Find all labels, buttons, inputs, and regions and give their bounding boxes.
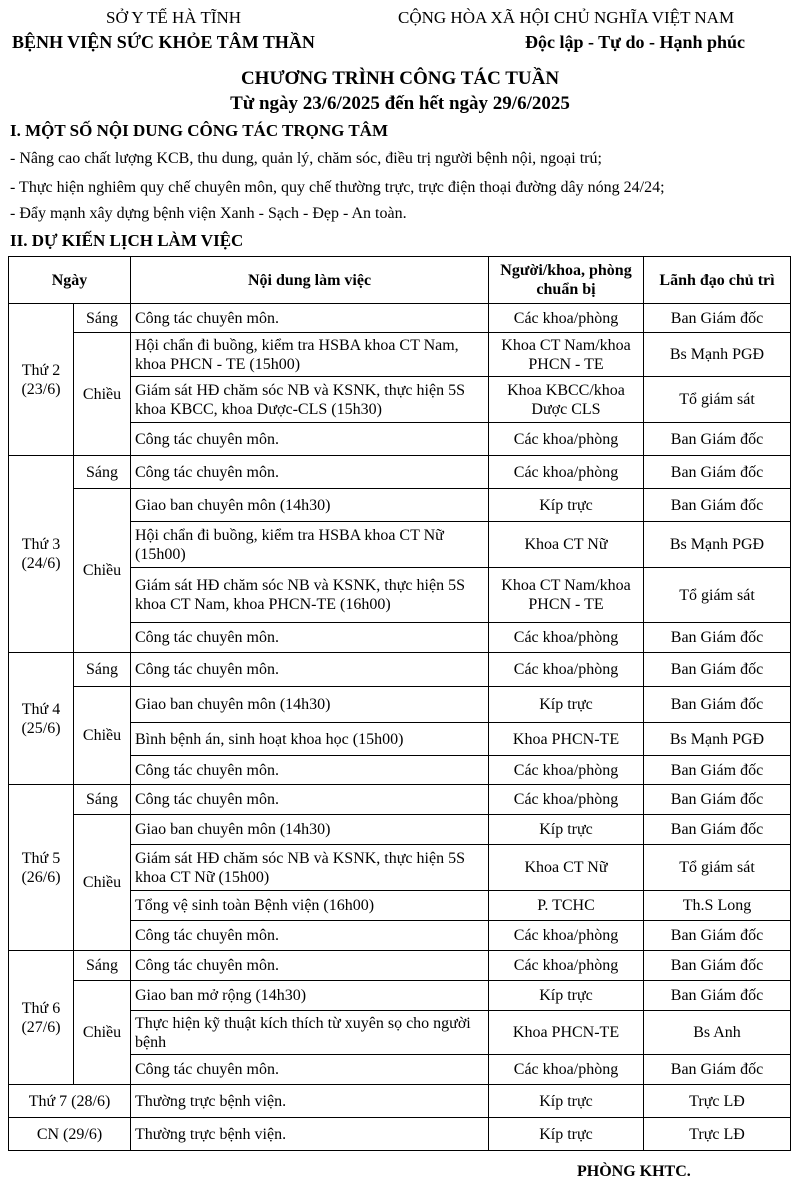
day-label: Thứ 7 (28/6) [9,1085,131,1118]
org-name: BỆNH VIỆN SỨC KHỎE TÂM THẦN [12,32,315,52]
task-lead: Ban Giám đốc [644,687,791,723]
task-prepare: Kíp trực [489,687,644,723]
task-prepare: Khoa CT Nữ [489,522,644,568]
task-content: Công tác chuyên môn. [131,623,489,653]
day-label: Thứ 6 (27/6) [9,951,74,1085]
task-content: Giao ban chuyên môn (14h30) [131,489,489,522]
signature: PHÒNG KHTC. [577,1163,691,1180]
schedule-table [8,256,791,1151]
task-prepare: Các khoa/phòng [489,653,644,687]
task-lead: Ban Giám đốc [644,815,791,845]
task-prepare: Các khoa/phòng [489,921,644,951]
task-lead: Tổ giám sát [644,568,791,623]
task-prepare: P. TCHC [489,891,644,921]
task-content: Thường trực bệnh viện. [131,1085,489,1118]
session-morning: Sáng [74,304,131,333]
session-afternoon: Chiều [74,687,131,785]
task-prepare: Khoa PHCN-TE [489,723,644,756]
task-content: Công tác chuyên môn. [131,456,489,489]
task-prepare: Khoa CT Nam/khoa PHCN - TE [489,568,644,623]
task-content: Công tác chuyên môn. [131,921,489,951]
task-prepare: Các khoa/phòng [489,756,644,785]
task-prepare: Các khoa/phòng [489,304,644,333]
task-prepare: Kíp trực [489,1118,644,1151]
day-label: Thứ 5 (26/6) [9,785,74,951]
section1-heading: I. MỘT SỐ NỘI DUNG CÔNG TÁC TRỌNG TÂM [10,121,388,140]
task-prepare: Kíp trực [489,815,644,845]
task-lead: Ban Giám đốc [644,623,791,653]
task-content: Công tác chuyên môn. [131,951,489,981]
task-lead: Trực LĐ [644,1118,791,1151]
task-prepare: Kíp trực [489,981,644,1011]
task-lead: Ban Giám đốc [644,423,791,456]
org-parent: SỞ Y TẾ HÀ TĨNH [106,8,242,27]
task-prepare: Các khoa/phòng [489,423,644,456]
task-lead: Ban Giám đốc [644,921,791,951]
task-prepare: Khoa PHCN-TE [489,1011,644,1055]
task-prepare: Các khoa/phòng [489,623,644,653]
task-lead: Ban Giám đốc [644,489,791,522]
session-afternoon: Chiều [74,489,131,653]
col-header-content: Nội dung làm việc [131,257,489,304]
session-morning: Sáng [74,785,131,815]
task-lead: Ban Giám đốc [644,756,791,785]
task-lead: Ban Giám đốc [644,981,791,1011]
task-lead: Tổ giám sát [644,377,791,423]
task-content: Công tác chuyên môn. [131,756,489,785]
task-content: Giám sát HĐ chăm sóc NB và KSNK, thực hiện 5S khoa KBCC, khoa Dược-CLS (15h30) [131,377,489,423]
task-content: Hội chẩn đi buồng, kiểm tra HSBA khoa CT Nam, khoa PHCN - TE (15h00) [131,333,489,377]
doc-subtitle: Từ ngày 23/6/2025 đến hết ngày 29/6/2025 [230,93,570,114]
task-content: Giao ban chuyên môn (14h30) [131,687,489,723]
task-lead: Th.S Long [644,891,791,921]
task-lead: Ban Giám đốc [644,456,791,489]
day-label: Thứ 2 (23/6) [9,304,74,456]
section1-item: - Đẩy mạnh xây dựng bệnh viện Xanh - Sạch - Đẹp - An toàn. [10,205,407,222]
task-content: Công tác chuyên môn. [131,785,489,815]
day-label: CN (29/6) [9,1118,131,1151]
task-lead: Ban Giám đốc [644,951,791,981]
task-content: Công tác chuyên môn. [131,1055,489,1085]
task-prepare: Các khoa/phòng [489,951,644,981]
task-content: Công tác chuyên môn. [131,423,489,456]
col-header-prepare: Người/khoa, phòng chuẩn bị [489,257,644,304]
task-prepare: Kíp trực [489,1085,644,1118]
task-content: Giao ban mở rộng (14h30) [131,981,489,1011]
task-content: Tổng vệ sinh toàn Bệnh viện (16h00) [131,891,489,921]
task-prepare: Khoa KBCC/khoa Dược CLS [489,377,644,423]
session-morning: Sáng [74,951,131,981]
task-content: Hội chẩn đi buồng, kiểm tra HSBA khoa CT Nữ (15h00) [131,522,489,568]
task-lead: Bs Mạnh PGĐ [644,723,791,756]
task-content: Giám sát HĐ chăm sóc NB và KSNK, thực hiện 5S khoa CT Nam, khoa PHCN-TE (16h00) [131,568,489,623]
task-prepare: Các khoa/phòng [489,1055,644,1085]
task-content: Thường trực bệnh viện. [131,1118,489,1151]
task-content: Giám sát HĐ chăm sóc NB và KSNK, thực hiện 5S khoa CT Nữ (15h00) [131,845,489,891]
task-lead: Ban Giám đốc [644,1055,791,1085]
col-header-lead: Lãnh đạo chủ trì [644,257,791,304]
session-afternoon: Chiều [74,333,131,456]
task-prepare: Khoa CT Nam/khoa PHCN - TE [489,333,644,377]
task-prepare: Các khoa/phòng [489,785,644,815]
task-lead: Bs Mạnh PGĐ [644,522,791,568]
task-prepare: Kíp trực [489,489,644,522]
task-prepare: Khoa CT Nữ [489,845,644,891]
session-morning: Sáng [74,456,131,489]
col-header-day: Ngày [9,257,131,304]
doc-title: CHƯƠNG TRÌNH CÔNG TÁC TUẦN [240,68,560,89]
session-afternoon: Chiều [74,981,131,1085]
task-content: Bình bệnh án, sinh hoạt khoa học (15h00) [131,723,489,756]
task-prepare: Các khoa/phòng [489,456,644,489]
session-morning: Sáng [74,653,131,687]
task-lead: Bs Mạnh PGĐ [644,333,791,377]
motto: Độc lập - Tự do - Hạnh phúc [525,32,746,52]
task-lead: Tổ giám sát [644,845,791,891]
session-afternoon: Chiều [74,815,131,951]
day-label: Thứ 4 (25/6) [9,653,74,785]
task-lead: Bs Anh [644,1011,791,1055]
task-content: Công tác chuyên môn. [131,304,489,333]
task-lead: Ban Giám đốc [644,653,791,687]
section1-item: - Nâng cao chất lượng KCB, thu dung, quản lý, chăm sóc, điều trị người bệnh nội, ngoại trú; [10,150,602,167]
day-label: Thứ 3 (24/6) [9,456,74,653]
task-lead: Ban Giám đốc [644,785,791,815]
section1-item: - Thực hiện nghiêm quy chế chuyên môn, quy chế thường trực, trực điện thoại đường dây nóng 24/24; [10,179,665,196]
task-content: Thực hiện kỹ thuật kích thích từ xuyên sọ cho người bệnh [131,1011,489,1055]
task-content: Công tác chuyên môn. [131,653,489,687]
section2-heading: II. DỰ KIẾN LỊCH LÀM VIỆC [10,231,244,250]
task-content: Giao ban chuyên môn (14h30) [131,815,489,845]
task-lead: Trực LĐ [644,1085,791,1118]
country-name: CỘNG HÒA XÃ HỘI CHỦ NGHĨA VIỆT NAM [398,8,735,27]
task-lead: Ban Giám đốc [644,304,791,333]
